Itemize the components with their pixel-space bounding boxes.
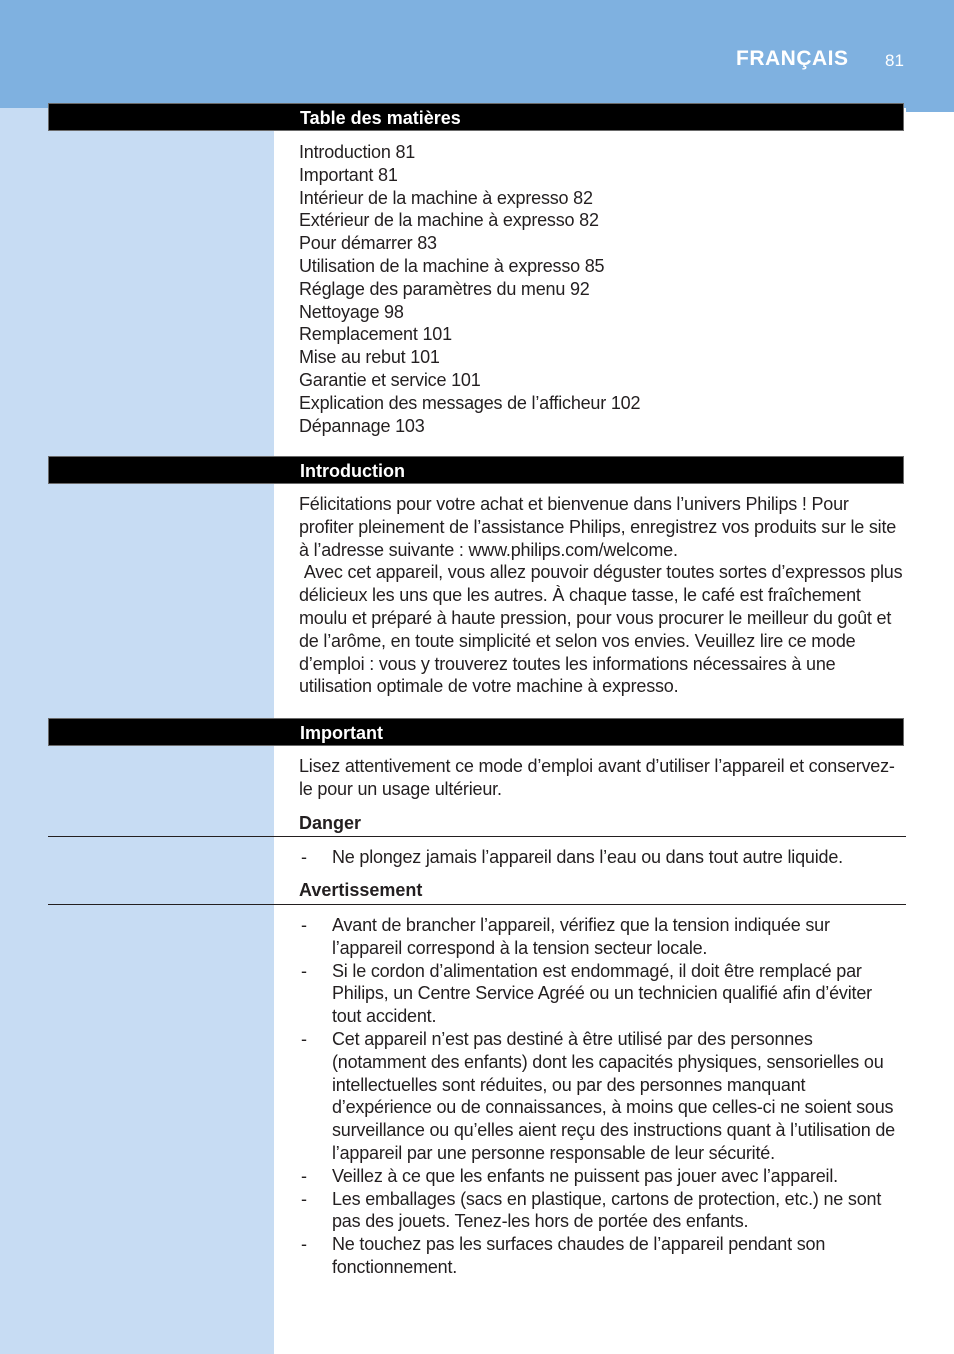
toc-list	[299, 141, 903, 437]
warning-item: - Si le cordon d’alimentation est endommagé, il doit être remplacé par Philips, un Centre Service Agréé ou un technicien qualifié afin d’éviter tout accident.	[299, 960, 903, 1028]
danger-heading: Danger	[299, 813, 362, 833]
danger-rule	[48, 836, 906, 837]
toc-entry[interactable]: Nettoyage 98	[299, 301, 404, 322]
toc-entry[interactable]: Extérieur de la machine à expresso 82	[299, 210, 599, 231]
toc-entry[interactable]: Mise au rebut 101	[299, 347, 440, 368]
toc-heading: Table des matières	[300, 108, 461, 128]
page-number: 81	[885, 51, 904, 70]
toc-entry[interactable]: Pour démarrer 83	[299, 233, 437, 254]
warning-item: - Veillez à ce que les enfants ne puissent pas jouer avec l’appareil.	[299, 1165, 903, 1188]
warning-item: - Les emballages (sacs en plastique, cartons de protection, etc.) ne sont pas des jouets. Tenez-les hors de portée des enfants.	[299, 1188, 903, 1234]
introduction-body	[299, 493, 908, 698]
toc-entry[interactable]: Réglage des paramètres du menu 92	[299, 278, 590, 299]
language-label: FRANÇAIS	[736, 47, 849, 70]
important-intro-text: Lisez attentivement ce mode d’emploi avant d’utiliser l’appareil et conservez-le pour un usage ultérieur.	[299, 756, 895, 799]
important-heading: Important	[300, 723, 383, 743]
introduction-paragraph: Avec cet appareil, vous allez pouvoir déguster toutes sortes d’expressos plus délicieux les uns que les autres. À chaque tasse, le café est fraîchement moulu et préparé à haute pression, pour vous procurer le meilleur du goût et de l’arôme, en toute simplicité et selon vos envies. Veuillez lire ce mode d’emploi : vous y trouverez toutes les informations nécessaires à une utilisation optimale de votre machine à expresso.	[299, 562, 908, 697]
important-intro	[299, 755, 903, 801]
introduction-paragraph: Félicitations pour votre achat et bienvenue dans l’univers Philips ! Pour profiter pleinement de l’assistance Philips, enregistrez vos produits sur le site à l’adresse suivante : www.philips.com/welcome.	[299, 494, 897, 560]
introduction-heading-bar	[48, 456, 904, 484]
warning-item: - Cet appareil n’est pas destiné à être utilisé par des personnes (notamment des enfants) dont les capacités physiques, sensorielles ou intellectuelles sont réduites, ou par des personnes manquant d’expérience ou de connaissances, à moins que celles-ci ne soient sous surveillance ou qu’elles aient reçu des instructions quant à l’utilisation de l’appareil par une personne responsable de leur sécurité.	[299, 1028, 903, 1165]
warning-heading: Avertissement	[299, 880, 423, 900]
toc-entry[interactable]: Remplacement 101	[299, 324, 452, 345]
warning-rule	[48, 904, 906, 905]
warning-list	[299, 914, 903, 1279]
important-heading-bar	[48, 718, 904, 746]
danger-item: - Ne plongez jamais l’appareil dans l’eau ou dans tout autre liquide.	[299, 846, 903, 869]
header-right-tab	[906, 100, 954, 112]
introduction-heading: Introduction	[300, 461, 405, 481]
toc-entry[interactable]: Important 81	[299, 164, 398, 185]
toc-entry[interactable]: Intérieur de la machine à expresso 82	[299, 187, 593, 208]
toc-heading-bar	[48, 103, 904, 131]
toc-entry[interactable]: Introduction 81	[299, 142, 416, 162]
toc-entry[interactable]: Garantie et service 101	[299, 369, 481, 390]
danger-list	[299, 846, 903, 869]
toc-entry[interactable]: Dépannage 103	[299, 415, 425, 436]
toc-entry[interactable]: Utilisation de la machine à expresso 85	[299, 255, 605, 276]
warning-item: - Ne touchez pas les surfaces chaudes de l’appareil pendant son fonctionnement.	[299, 1233, 903, 1279]
warning-item: - Avant de brancher l’appareil, vérifiez que la tension indiquée sur l’appareil correspond à la tension secteur locale.	[299, 914, 903, 960]
toc-entry[interactable]: Explication des messages de l’afficheur 102	[299, 392, 641, 413]
